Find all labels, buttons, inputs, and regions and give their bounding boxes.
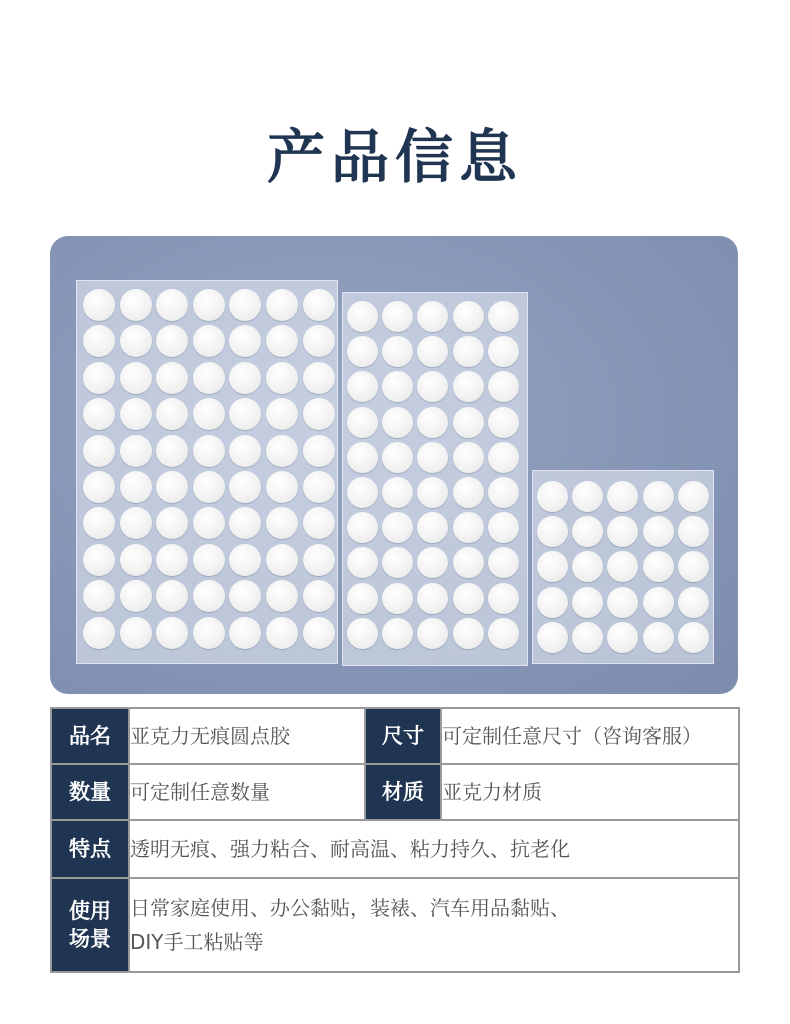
adhesive-dot [156, 435, 188, 467]
adhesive-dot [678, 481, 709, 512]
adhesive-dot [303, 325, 335, 357]
adhesive-dot [453, 371, 484, 402]
adhesive-dot [417, 512, 448, 543]
adhesive-dot [120, 289, 152, 321]
adhesive-dot [382, 512, 413, 543]
adhesive-dot [229, 580, 261, 612]
adhesive-dot [120, 398, 152, 430]
spec-table [50, 707, 740, 973]
adhesive-dot [537, 551, 568, 582]
adhesive-dot [229, 507, 261, 539]
adhesive-dot [83, 289, 115, 321]
adhesive-dot [347, 336, 378, 367]
adhesive-dot [417, 618, 448, 649]
table-row [51, 764, 739, 820]
adhesive-dot [120, 362, 152, 394]
adhesive-dot [488, 547, 519, 578]
adhesive-dot [347, 512, 378, 543]
adhesive-dot [303, 617, 335, 649]
adhesive-dot [303, 580, 335, 612]
adhesive-dot [453, 407, 484, 438]
adhesive-dot [266, 617, 298, 649]
adhesive-dot [382, 618, 413, 649]
adhesive-dot [156, 580, 188, 612]
adhesive-dot [453, 547, 484, 578]
adhesive-dot [266, 471, 298, 503]
adhesive-dot [537, 481, 568, 512]
adhesive-dot [347, 442, 378, 473]
adhesive-dot [229, 362, 261, 394]
adhesive-dot [347, 547, 378, 578]
adhesive-dot [156, 471, 188, 503]
adhesive-dot [382, 547, 413, 578]
adhesive-dot [417, 301, 448, 332]
adhesive-dot [266, 435, 298, 467]
adhesive-dot [382, 301, 413, 332]
table-row [51, 820, 739, 878]
adhesive-dot [678, 551, 709, 582]
adhesive-dot [347, 583, 378, 614]
adhesive-dot [607, 551, 638, 582]
adhesive-dot [417, 336, 448, 367]
adhesive-dot [229, 435, 261, 467]
product-photo [50, 236, 738, 694]
adhesive-dot [83, 471, 115, 503]
adhesive-dot [572, 587, 603, 618]
adhesive-dot [83, 580, 115, 612]
adhesive-dot [572, 516, 603, 547]
adhesive-dot [607, 516, 638, 547]
adhesive-dot [266, 507, 298, 539]
adhesive-dot [347, 407, 378, 438]
adhesive-dot [643, 622, 674, 653]
adhesive-dot [382, 371, 413, 402]
adhesive-dot [266, 362, 298, 394]
adhesive-dot [193, 544, 225, 576]
adhesive-dot [488, 512, 519, 543]
adhesive-dot [537, 622, 568, 653]
adhesive-dot [120, 617, 152, 649]
adhesive-dot [193, 580, 225, 612]
adhesive-dot [193, 435, 225, 467]
feature-value: 透明无痕、强力粘合、耐高温、粘力持久、抗老化 [129, 820, 739, 878]
adhesive-dot [417, 547, 448, 578]
adhesive-dot [347, 477, 378, 508]
adhesive-dot [303, 471, 335, 503]
adhesive-dot [382, 477, 413, 508]
adhesive-dot [643, 587, 674, 618]
adhesive-dot [156, 544, 188, 576]
adhesive-dot [347, 301, 378, 332]
adhesive-dot [83, 544, 115, 576]
adhesive-dot [229, 471, 261, 503]
adhesive-dot [347, 371, 378, 402]
adhesive-dot [193, 471, 225, 503]
adhesive-dot [83, 507, 115, 539]
adhesive-dot [453, 512, 484, 543]
adhesive-dot [453, 477, 484, 508]
adhesive-dot [537, 516, 568, 547]
adhesive-dot [417, 477, 448, 508]
material-value: 亚克力材质 [441, 764, 739, 820]
adhesive-dot [382, 407, 413, 438]
adhesive-dot [83, 362, 115, 394]
adhesive-dot [488, 301, 519, 332]
usage-label-line-1: 使用 [69, 899, 111, 923]
usage-label [51, 878, 129, 972]
adhesive-dot [572, 481, 603, 512]
adhesive-dot [83, 325, 115, 357]
adhesive-dot [156, 325, 188, 357]
adhesive-dot [193, 617, 225, 649]
quantity-value: 可定制任意数量 [129, 764, 365, 820]
table-row [51, 878, 739, 972]
size-label: 尺寸 [365, 708, 441, 764]
adhesive-dot [120, 471, 152, 503]
adhesive-dot [417, 583, 448, 614]
adhesive-dot [643, 516, 674, 547]
adhesive-dot [453, 336, 484, 367]
usage-value-line-1: 日常家庭使用、办公黏贴，装裱、汽车用品黏贴、 [130, 896, 570, 920]
usage-label-line-2: 场景 [69, 927, 111, 951]
adhesive-dot [453, 301, 484, 332]
adhesive-dot [607, 622, 638, 653]
adhesive-dot [156, 362, 188, 394]
name-label: 品名 [51, 708, 129, 764]
adhesive-dot [488, 407, 519, 438]
adhesive-dot [83, 398, 115, 430]
adhesive-dot [120, 580, 152, 612]
adhesive-dot [607, 587, 638, 618]
adhesive-dot [488, 442, 519, 473]
adhesive-dot [572, 551, 603, 582]
adhesive-dot [488, 336, 519, 367]
adhesive-dot [678, 587, 709, 618]
adhesive-dot [303, 289, 335, 321]
adhesive-dot [607, 481, 638, 512]
adhesive-dot [643, 551, 674, 582]
adhesive-dot [229, 544, 261, 576]
adhesive-dot [156, 289, 188, 321]
adhesive-dot [193, 289, 225, 321]
adhesive-dot [417, 407, 448, 438]
adhesive-dot [678, 622, 709, 653]
adhesive-dot [193, 325, 225, 357]
adhesive-dot [266, 289, 298, 321]
adhesive-dot [156, 507, 188, 539]
adhesive-dot [382, 583, 413, 614]
adhesive-dot [453, 618, 484, 649]
adhesive-dot [156, 617, 188, 649]
adhesive-dot [83, 617, 115, 649]
adhesive-dot [229, 325, 261, 357]
adhesive-dot [453, 442, 484, 473]
adhesive-dot [382, 336, 413, 367]
usage-value [129, 878, 739, 972]
adhesive-dot [193, 362, 225, 394]
name-value: 亚克力无痕圆点胶 [129, 708, 365, 764]
adhesive-dot [229, 289, 261, 321]
adhesive-dot [572, 622, 603, 653]
adhesive-dot [266, 398, 298, 430]
adhesive-dot [643, 481, 674, 512]
adhesive-dot [303, 544, 335, 576]
adhesive-dot [488, 583, 519, 614]
adhesive-dot [488, 371, 519, 402]
medium-dot-sheet [342, 292, 528, 666]
usage-value-line-2: DIY手工粘贴等 [130, 930, 264, 954]
adhesive-dot [382, 442, 413, 473]
adhesive-dot [120, 435, 152, 467]
adhesive-dot [266, 325, 298, 357]
adhesive-dot [193, 507, 225, 539]
adhesive-dot [303, 435, 335, 467]
adhesive-dot [488, 477, 519, 508]
adhesive-dot [678, 516, 709, 547]
adhesive-dot [488, 618, 519, 649]
quantity-label: 数量 [51, 764, 129, 820]
adhesive-dot [453, 583, 484, 614]
table-row [51, 708, 739, 764]
size-value: 可定制任意尺寸（咨询客服） [441, 708, 739, 764]
adhesive-dot [193, 398, 225, 430]
adhesive-dot [266, 580, 298, 612]
small-dot-sheet [532, 470, 714, 664]
adhesive-dot [303, 398, 335, 430]
adhesive-dot [156, 398, 188, 430]
adhesive-dot [417, 371, 448, 402]
page-title: 产品信息 [266, 123, 523, 191]
adhesive-dot [266, 544, 298, 576]
adhesive-dot [83, 435, 115, 467]
adhesive-dot [120, 325, 152, 357]
adhesive-dot [229, 398, 261, 430]
adhesive-dot [120, 507, 152, 539]
feature-label: 特点 [51, 820, 129, 878]
large-dot-sheet [76, 280, 338, 664]
adhesive-dot [303, 362, 335, 394]
material-label: 材质 [365, 764, 441, 820]
adhesive-dot [347, 618, 378, 649]
adhesive-dot [417, 442, 448, 473]
adhesive-dot [537, 587, 568, 618]
adhesive-dot [229, 617, 261, 649]
adhesive-dot [120, 544, 152, 576]
adhesive-dot [303, 507, 335, 539]
